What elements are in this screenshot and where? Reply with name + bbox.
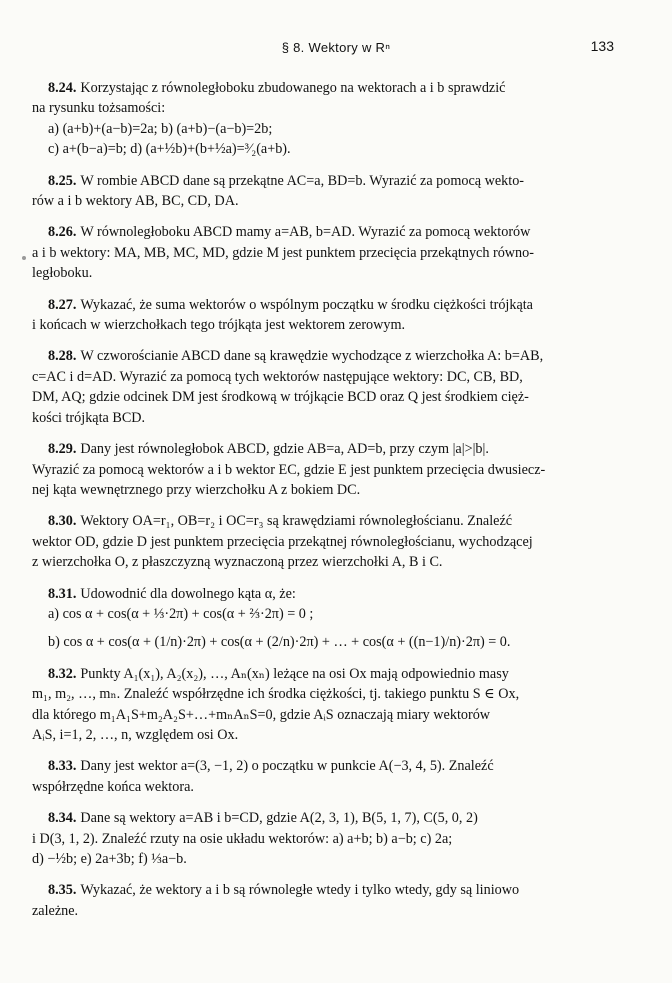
problem-8-29 bbox=[32, 439, 622, 500]
problem-formula: a) cos α + cos(α + ⅓·2π) + cos(α + ⅔·2π) = 0 ; bbox=[48, 605, 314, 622]
problem-text: nej kąta wewnętrznego przy wierzchołku A z bokiem DC. bbox=[32, 481, 361, 498]
problem-text: Udowodnić dla dowolnego kąta α, że: bbox=[80, 585, 296, 602]
problem-text: W rombie ABCD dane są przekątne AC=a, BD=b. Wyrazić za pomocą wekto- bbox=[80, 172, 525, 189]
problem-text: Wektory OA=r₁, OB=r₂ i OC=r₃ są krawędziami równoległościanu. Znaleźć bbox=[80, 513, 513, 530]
problem-text: a i b wektory: MA, MB, MC, MD, gdzie M jest punktem przecięcia przekątnych równo- bbox=[32, 244, 534, 261]
problem-text: Punkty A₁(x₁), A₂(x₂), …, Aₙ(xₙ) leżące na osi Ox mają odpowiednio masy bbox=[80, 665, 509, 682]
problem-text: Wyrazić za pomocą wektorów a i b wektor EC, gdzie E jest punktem przecięcia dwusiecz- bbox=[32, 461, 546, 478]
page-number: 133 bbox=[590, 38, 614, 54]
problem-number: 8.30. bbox=[48, 513, 77, 530]
problem-text: Korzystając z równoległoboku zbudowanego na wektorach a i b sprawdzić bbox=[80, 80, 506, 96]
problem-8-27 bbox=[32, 295, 622, 336]
problem-text: i D(3, 1, 2). Znaleźć rzuty na osie układu wektorów: a) a+b; b) a−b; c) 2a; bbox=[32, 830, 453, 847]
problem-8-32 bbox=[32, 664, 622, 746]
problem-number: 8.33. bbox=[48, 758, 77, 775]
problem-text: Dany jest wektor a=(3, −1, 2) o początku w punkcie A(−3, 4, 5). Znaleźć bbox=[80, 758, 494, 775]
problem-8-31 bbox=[32, 584, 622, 653]
problem-text: c=AC i d=AD. Wyrazić za pomocą tych wektorów następujące wektory: DC, CB, BD, bbox=[32, 368, 523, 385]
problem-8-30 bbox=[32, 511, 622, 572]
problem-text: Wykazać, że suma wektorów o wspólnym początku w środku ciężkości trójkąta bbox=[80, 296, 533, 313]
problem-8-35 bbox=[32, 880, 622, 921]
problem-8-24 bbox=[32, 78, 622, 160]
problem-number: 8.29. bbox=[48, 441, 77, 458]
margin-dot bbox=[22, 256, 26, 260]
problem-number: 8.25. bbox=[48, 172, 77, 189]
problem-number: 8.34. bbox=[48, 810, 77, 827]
problem-text: kości trójkąta BCD. bbox=[32, 409, 146, 426]
problem-number: 8.32. bbox=[48, 665, 77, 682]
problem-text: ległoboku. bbox=[32, 265, 93, 282]
problem-text: Dane są wektory a=AB i b=CD, gdzie A(2, 3, 1), B(5, 1, 7), C(5, 0, 2) bbox=[80, 810, 478, 827]
problem-8-28 bbox=[32, 346, 622, 428]
problem-text: Wykazać, że wektory a i b są równoległe wtedy i tylko wtedy, gdy są liniowo bbox=[80, 882, 520, 899]
running-header: § 8. Wektory w Rⁿ bbox=[281, 40, 391, 55]
problem-text: i końcach w wierzchołkach tego trójkąta jest wektorem zerowym. bbox=[32, 317, 406, 334]
problem-number: 8.24. bbox=[48, 80, 77, 96]
problem-text: dla którego m₁A₁S+m₂A₂S+…+mₙAₙS=0, gdzie AᵢS oznaczają miary wektorów bbox=[32, 706, 491, 723]
problem-text: rów a i b wektory AB, BC, CD, DA. bbox=[32, 193, 239, 210]
problem-text: W czworościanie ABCD dane są krawędzie wychodzące z wierzchołka A: b=AB, bbox=[80, 348, 544, 365]
problem-number: 8.27. bbox=[48, 296, 77, 313]
problem-8-33 bbox=[32, 756, 622, 797]
problem-number: 8.26. bbox=[48, 224, 77, 241]
problems-list bbox=[32, 78, 622, 932]
problem-formula: b) cos α + cos(α + (1/n)·2π) + cos(α + (2/n)·2π) + … + cos(α + ((n−1)/n)·2π) = 0. bbox=[48, 634, 511, 651]
problem-8-34 bbox=[32, 808, 622, 869]
problem-8-25 bbox=[32, 171, 622, 212]
problem-text: z wierzchołka O, z płaszczyzną wyznaczoną przez wierzchołki A, B i C. bbox=[32, 554, 443, 571]
problem-text: a) (a+b)+(a−b)=2a; b) (a+b)−(a−b)=2b; bbox=[48, 120, 273, 137]
problem-text: Dany jest równoległobok ABCD, gdzie AB=a, AD=b, przy czym |a|>|b|. bbox=[80, 441, 489, 458]
problem-text: wektor OD, gdzie D jest punktem przecięcia przekątnej równoległościanu, wychodzącej bbox=[32, 533, 533, 550]
problem-number: 8.35. bbox=[48, 882, 77, 899]
problem-8-26 bbox=[32, 222, 622, 283]
problem-text: na rysunku tożsamości: bbox=[32, 100, 166, 117]
problem-text: zależne. bbox=[32, 902, 79, 919]
problem-text: DM, AQ; gdzie odcinek DM jest środkową w trójkącie BCD oraz Q jest środkiem cięż- bbox=[32, 389, 529, 406]
problem-number: 8.31. bbox=[48, 585, 77, 602]
problem-text: W równoległoboku ABCD mamy a=AB, b=AD. Wyrazić za pomocą wektorów bbox=[80, 224, 531, 241]
problem-text: m₁, m₂, …, mₙ. Znaleźć współrzędne ich środka ciężkości, tj. takiego punktu S ∈ Ox, bbox=[32, 686, 520, 703]
problem-number: 8.28. bbox=[48, 348, 77, 365]
problem-text: współrzędne końca wektora. bbox=[32, 778, 194, 795]
problem-text: c) a+(b−a)=b; d) (a+½b)+(b+½a)=³⁄₂(a+b). bbox=[48, 141, 291, 158]
problem-text: d) −½b; e) 2a+3b; f) ⅓a−b. bbox=[32, 851, 187, 867]
problem-text: AᵢS, i=1, 2, …, n, względem osi Ox. bbox=[32, 726, 239, 743]
